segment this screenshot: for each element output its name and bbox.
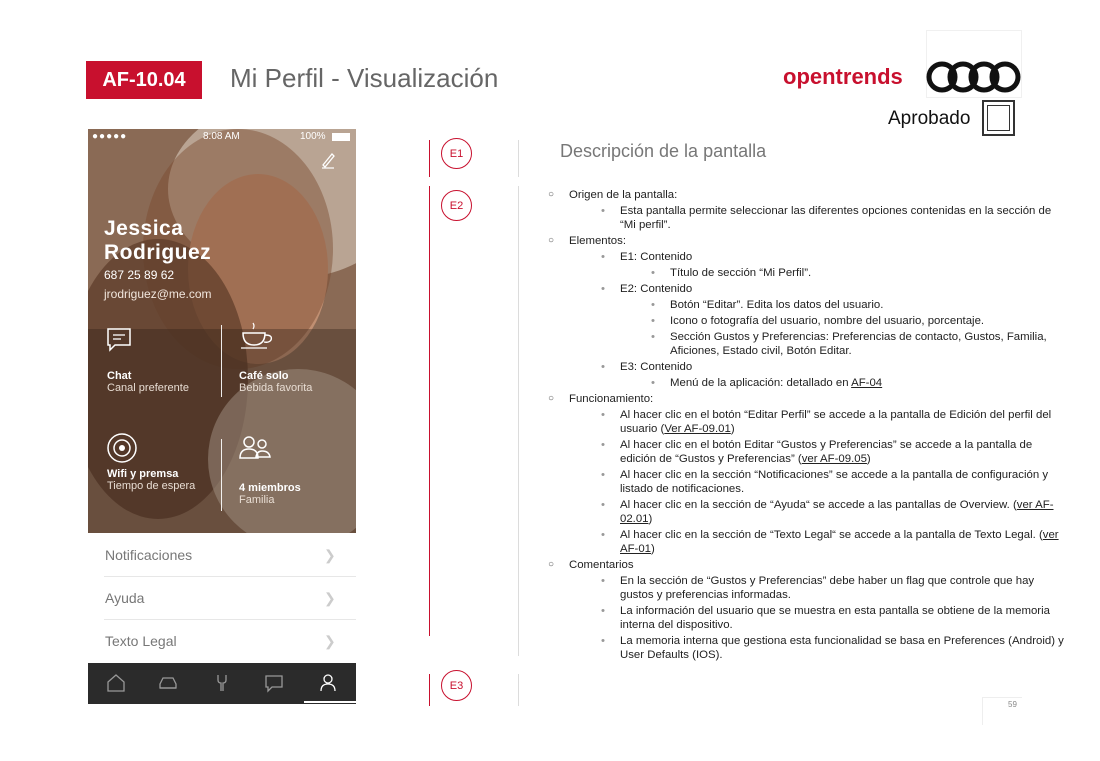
page-title: Mi Perfil - Visualización (230, 63, 499, 93)
description-title: Descripción de la pantalla (560, 141, 767, 161)
profile-icon[interactable] (318, 673, 338, 693)
battery-icon (332, 133, 350, 141)
pref-contact-channel[interactable] (107, 370, 189, 394)
tab-bar (88, 663, 356, 704)
func-item-end: ) (648, 513, 653, 525)
marker-line-e3 (429, 674, 430, 706)
pref-value: 4 miembros (239, 482, 301, 494)
link-af-04[interactable]: AF-04 (851, 377, 883, 389)
link-af-09-01[interactable]: Ver AF-09.01 (664, 423, 731, 435)
pref-value: Café solo (239, 370, 289, 382)
e2-item: • Icono o fotografía del usuario, nombre del usuario, porcentaje. (548, 314, 1068, 328)
func-item: • Al hacer clic en la sección “Notificaciones” se accede a la pantalla de configuración y listado de notificaciones. (548, 468, 1068, 496)
user-first-name: Jessica (104, 217, 184, 240)
page-number: 59 (1008, 700, 1017, 709)
guide-line (518, 674, 519, 706)
user-email: jrodriguez@me.com (104, 287, 212, 301)
user-name (104, 217, 211, 265)
func-item-end: ) (730, 423, 735, 435)
link-af-09-05[interactable]: ver AF-09.05 (801, 453, 867, 465)
menu-item-ayuda[interactable] (88, 576, 356, 619)
family-icon (238, 435, 272, 461)
menu-item-label: Ayuda (105, 590, 145, 606)
user-last-name: Rodriguez (104, 241, 212, 264)
chevron-right-icon: ❯ (324, 547, 336, 563)
pref-divider (221, 325, 222, 397)
func-item-text: Al hacer clic en la sección de “Ayuda“ se accede a las pantallas de Overview. ( (620, 499, 1017, 511)
comment-item: • La información del usuario que se muestra en esta pantalla se obtiene de la memoria interna del dispositivo. (548, 604, 1068, 632)
origin-heading: ○ Origen de la pantalla: (548, 188, 1068, 202)
e3-item-text: Menú de la aplicación: detallado en (670, 377, 852, 389)
func-item-end: ) (651, 543, 655, 555)
signal-indicator: ●●●●● (92, 131, 128, 142)
elements-heading: ○ Elementos: (548, 234, 1068, 248)
marker-line-e2 (429, 186, 430, 636)
battery-percent: 100% (300, 131, 326, 142)
link-af-02-01[interactable]: ver AF-02.01 (620, 499, 1054, 525)
e1-heading: • E1: Contenido (548, 250, 1068, 264)
menu-item-label: Notificaciones (105, 547, 193, 563)
chevron-right-icon: ❯ (324, 590, 336, 606)
approval-status-label: Aprobado (888, 108, 971, 129)
brand-logo-text: opentrends (783, 64, 903, 89)
func-item (548, 438, 1068, 466)
marker-e1: E1 (441, 138, 472, 169)
wifi-icon (106, 432, 138, 464)
chevron-right-icon: ❯ (324, 633, 336, 649)
func-item-end: ) (866, 453, 871, 465)
func-item (548, 408, 1068, 436)
messages-icon[interactable] (264, 673, 284, 693)
pref-waiting-time[interactable] (107, 468, 195, 492)
pref-divider (221, 439, 222, 511)
profile-hero (88, 129, 356, 533)
status-time: 8:08 AM (203, 131, 240, 142)
guide-line (518, 140, 519, 177)
coffee-cup-icon (239, 321, 277, 351)
phone-mockup (88, 129, 356, 704)
e3-item (548, 376, 1068, 390)
e2-heading: • E2: Contenido (548, 282, 1068, 296)
chat-icon (106, 327, 132, 353)
menu-item-label: Texto Legal (105, 633, 177, 649)
pref-label: Bebida favorita (239, 382, 313, 394)
e3-heading: • E3: Contenido (548, 360, 1068, 374)
pref-family[interactable] (239, 482, 301, 506)
pref-value: Chat (107, 370, 132, 382)
comments-heading: ○ Comentarios (548, 558, 1068, 572)
menu-item-notificaciones[interactable] (88, 533, 356, 576)
edit-pencil-icon[interactable] (320, 151, 336, 169)
func-item-text: Al hacer clic en la sección de “Texto Legal“ se accede a la pantalla de Texto Legal. ( (620, 529, 1043, 541)
status-bar (88, 129, 356, 145)
link-af-01[interactable]: ver AF-01 (620, 529, 1059, 555)
user-phone: 687 25 89 62 (104, 268, 175, 282)
func-item (548, 528, 1068, 556)
origin-text: • Esta pantalla permite seleccionar las diferentes opciones contenidas en la sección de “Mi perfil”. (548, 204, 1068, 232)
description-body (548, 186, 1068, 662)
marker-e2: E2 (441, 190, 472, 221)
pref-value: Wifi y premsa (107, 468, 179, 480)
car-icon[interactable] (158, 673, 178, 693)
e2-item: • Sección Gustos y Preferencias: Preferencias de contacto, Gustos, Familia, Aficiones, Estado civil, Botón Editar. (548, 330, 1068, 358)
guide-line (518, 186, 519, 656)
screen-code-badge: AF-10.04 (86, 61, 202, 99)
approval-checkbox[interactable] (982, 100, 1015, 136)
pref-label: Canal preferente (107, 382, 189, 394)
active-tab-indicator (304, 701, 356, 703)
marker-e3: E3 (441, 670, 472, 701)
func-item-text: Al hacer clic en el botón Editar “Gustos y Preferencias” se accede a la pantalla de edición de “Gustos y Preferencias” ( (620, 439, 1033, 465)
marker-line-e1 (429, 140, 430, 177)
func-heading: ○ Funcionamiento: (548, 392, 1068, 406)
e1-item: • Título de sección “Mi Perfil”. (548, 266, 1068, 280)
func-item (548, 498, 1068, 526)
e2-item: • Botón “Editar”. Edita los datos del usuario. (548, 298, 1068, 312)
menu-item-texto-legal[interactable] (88, 619, 356, 662)
four-rings-logo-icon (926, 61, 1021, 93)
func-item-text: Al hacer clic en el botón “Editar Perfil” se accede a la pantalla de Edición del perfil del usuario ( (620, 409, 1052, 435)
home-icon[interactable] (106, 673, 126, 693)
comment-item: • En la sección de “Gustos y Preferencias” debe haber un flag que controle que hay gustos y preferencias informadas. (548, 574, 1068, 602)
comment-item: • La memoria interna que gestiona esta funcionalidad se basa en Preferences (Android) y User Defaults (IOS). (548, 634, 1068, 662)
pref-label: Tiempo de espera (107, 480, 196, 492)
pref-label: Familia (239, 494, 275, 506)
service-icon[interactable] (212, 673, 232, 693)
pref-favorite-drink[interactable] (239, 370, 312, 394)
